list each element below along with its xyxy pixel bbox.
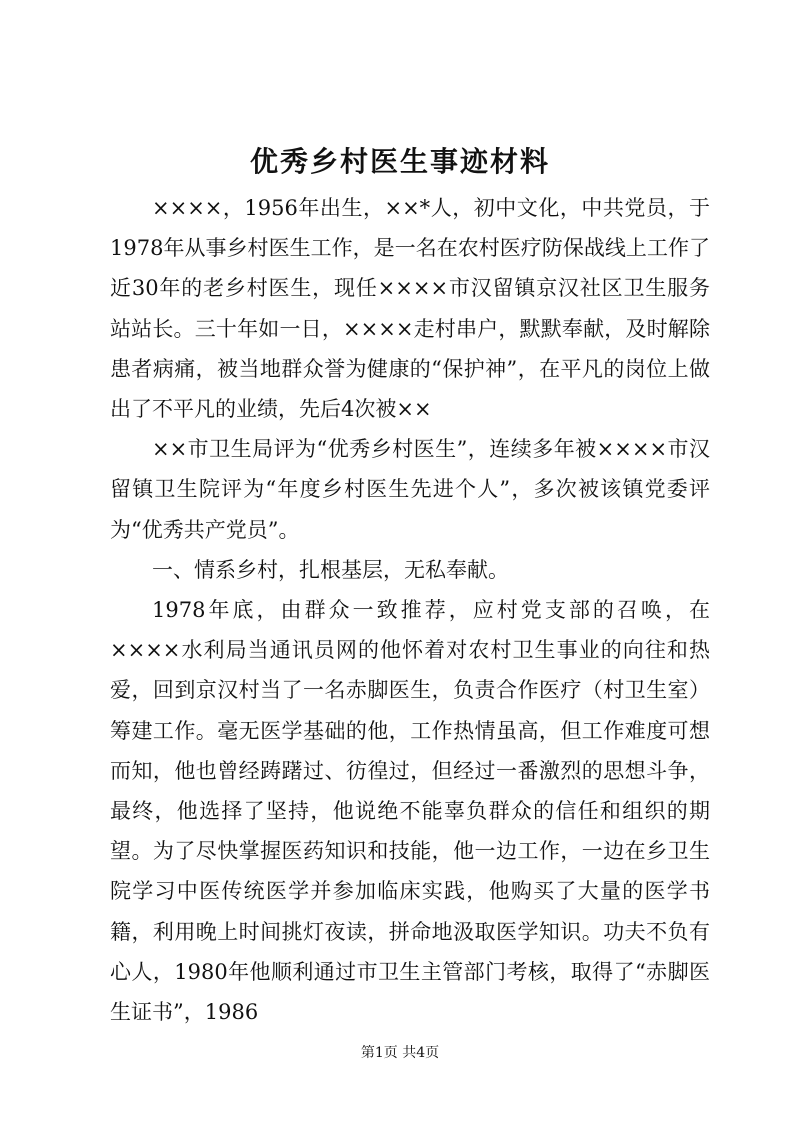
paragraph: ××××，1956年出生，××*人，初中文化，中共党员，于1978年从事乡村医生工作，是一名在农村医疗防保战线上工作了近30年的老乡村医生，现任××××市汉留镇京汉社区卫生服务站站长。三十年如一日，××××走村串户，默默奉献，及时解除患者病痛，被当地群众誉为健康的“保护神”，在平凡的岗位上做出了不平凡的业绩，先后4次被×× <box>110 196 710 422</box>
section-heading: 一、情系乡村，扎根基层，无私奉献。 <box>152 557 509 582</box>
paragraph: 1978年底，由群众一致推荐，应村党支部的召唤，在××××水利局当通讯员网的他怀着对农村卫生事业的向往和热爱，回到京汉村当了一名赤脚医生，负责合作医疗（村卫生室）筹建工作。毫无医学基础的他，工作热情虽高，但工作难度可想而知，他也曾经踌躇过、彷徨过，但经过一番激烈的思想斗争，最终，他选择了坚持，他说绝不能辜负群众的信任和组织的期望。为了尽快掌握医药知识和技能，他一边工作，一边在乡卫生院学习中医传统医学并参加临床实践，他购买了大量的医学书籍，利用晚上时间挑灯夜读，拼命地汲取医学知识。功夫不负有心人，1980年他顺利通过市卫生主管部门考核，取得了“赤脚医生证书”，1986 <box>110 598 710 1025</box>
paragraph: ××市卫生局评为“优秀乡村医生”，连续多年被××××市汉留镇卫生院评为“年度乡村医生先进个人”，多次被该镇党委评为“优秀共产党员”。 <box>110 437 710 542</box>
page-footer: 第1页 共4页 <box>360 1045 440 1061</box>
document-body <box>110 188 710 1032</box>
document-title: 优秀乡村医生事迹材料 <box>249 145 550 178</box>
